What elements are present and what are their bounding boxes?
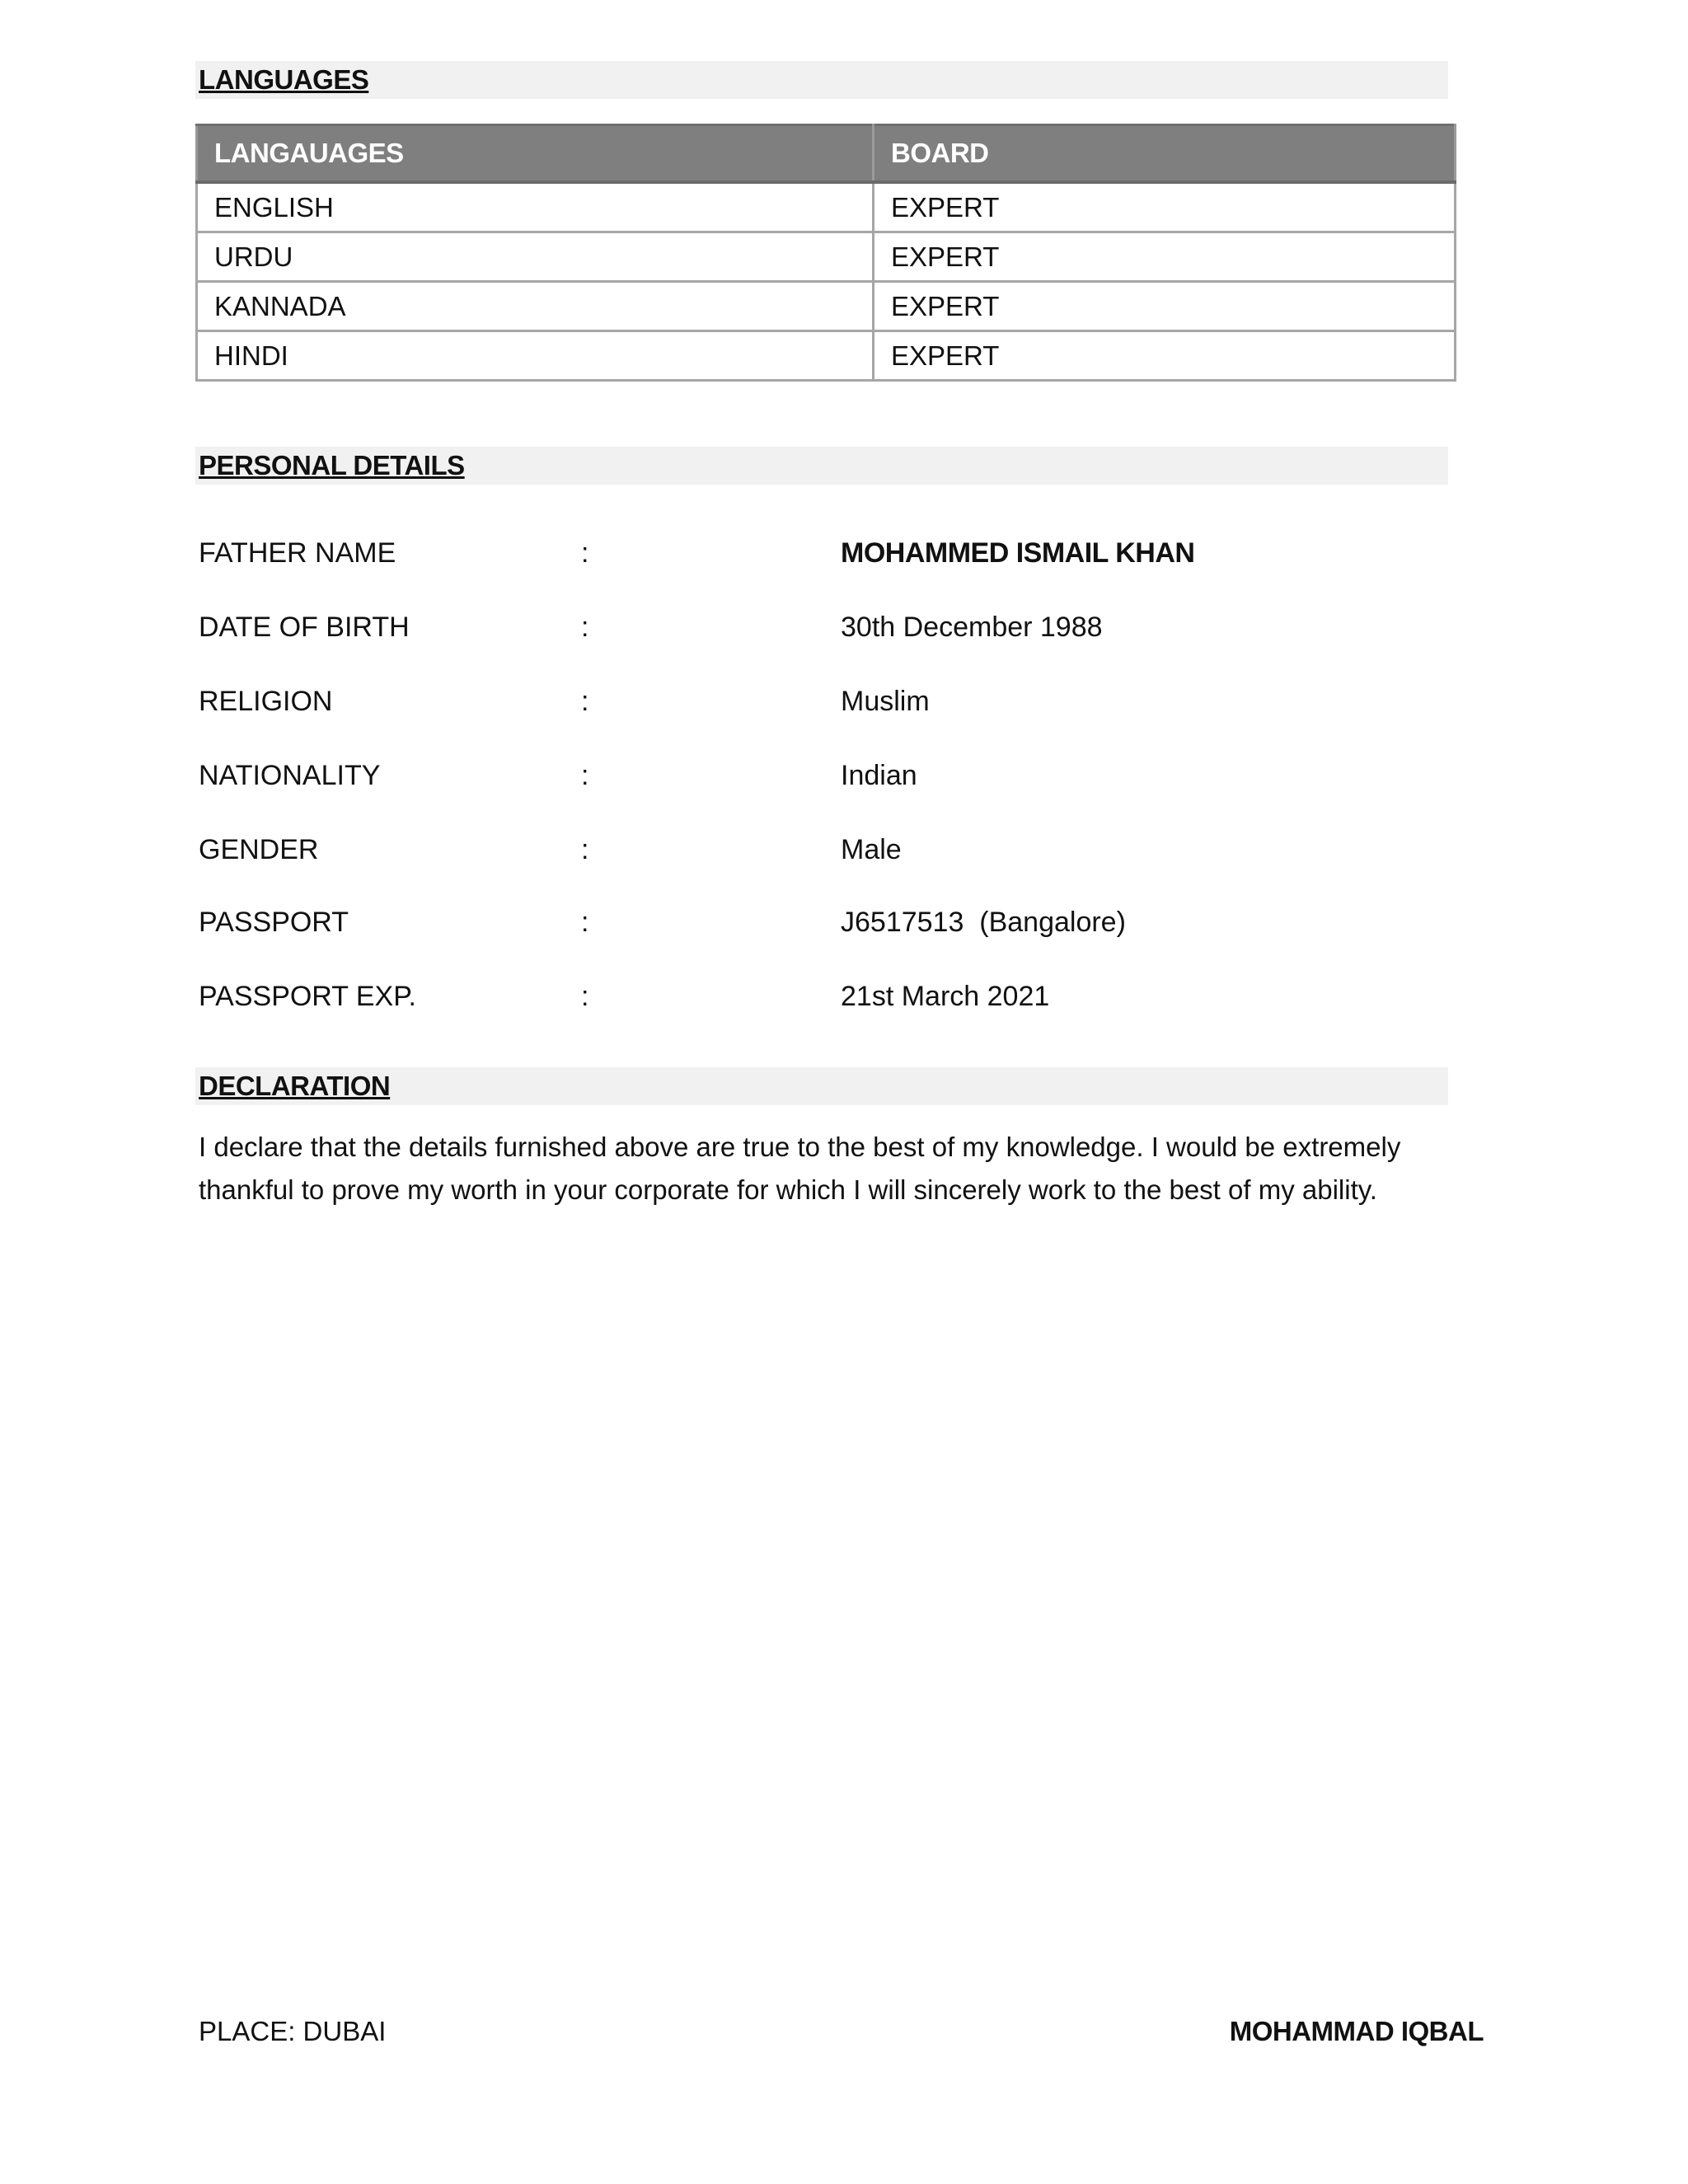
languages-section-bar [195,61,1448,99]
detail-row-date-of-birth [199,607,1517,648]
detail-label: RELIGION [199,686,333,717]
table-row [197,232,1456,282]
language-cell: HINDI [197,331,874,381]
detail-row-gender [199,829,1517,870]
detail-value: J6517513 (Bangalore) [841,907,1126,938]
detail-colon: : [581,981,589,1012]
detail-row-father-name [199,532,1517,574]
detail-row-passport-exp [199,976,1517,1017]
proficiency-cell: EXPERT [874,232,1456,282]
detail-label: GENDER [199,834,319,865]
detail-value: 30th December 1988 [841,612,1103,643]
language-cell: KANNADA [197,282,874,331]
table-row [197,182,1456,232]
declaration-section-title: DECLARATION [199,1071,391,1101]
detail-colon: : [581,686,589,717]
detail-value: 21st March 2021 [841,981,1050,1012]
detail-row-religion [199,681,1517,722]
table-row [197,282,1456,331]
detail-label: FATHER NAME [199,537,396,569]
proficiency-cell: EXPERT [874,282,1456,331]
languages-table [195,124,1456,382]
detail-label: DATE OF BIRTH [199,612,410,643]
detail-colon: : [581,760,589,791]
footer-signature-name: MOHAMMAD IQBAL [1229,2016,1484,2046]
detail-label: NATIONALITY [199,760,381,791]
board-column-header: BOARD [874,125,1456,183]
personal-details-section-title: PERSONAL DETAILS [199,450,465,480]
language-cell: URDU [197,232,874,282]
detail-row-nationality [199,755,1517,796]
proficiency-cell: EXPERT [874,182,1456,232]
language-cell: ENGLISH [197,182,874,232]
detail-value: MOHAMMED ISMAIL KHAN [841,537,1195,569]
detail-colon: : [581,834,589,865]
languages-column-header: LANGAUAGES [197,125,874,183]
table-row [197,331,1456,381]
detail-colon: : [581,537,589,569]
detail-label: PASSPORT [199,907,349,938]
footer-place: PLACE: DUBAI [199,2016,387,2046]
languages-section-title: LANGUAGES [199,64,369,95]
detail-label: PASSPORT EXP. [199,981,416,1012]
detail-colon: : [581,612,589,643]
detail-value: Indian [841,760,917,791]
detail-row-passport [199,902,1517,943]
declaration-text: I declare that the details furnished above are true to the best of my knowledge. I would be extremely thankful to prove my worth in your corporate for which I will sincerely work to the best of my ability. [199,1132,1401,1205]
proficiency-cell: EXPERT [874,331,1456,381]
detail-colon: : [581,907,589,938]
detail-value: Muslim [841,686,930,717]
detail-value: Male [841,834,902,865]
languages-table-header-row [197,125,1456,183]
